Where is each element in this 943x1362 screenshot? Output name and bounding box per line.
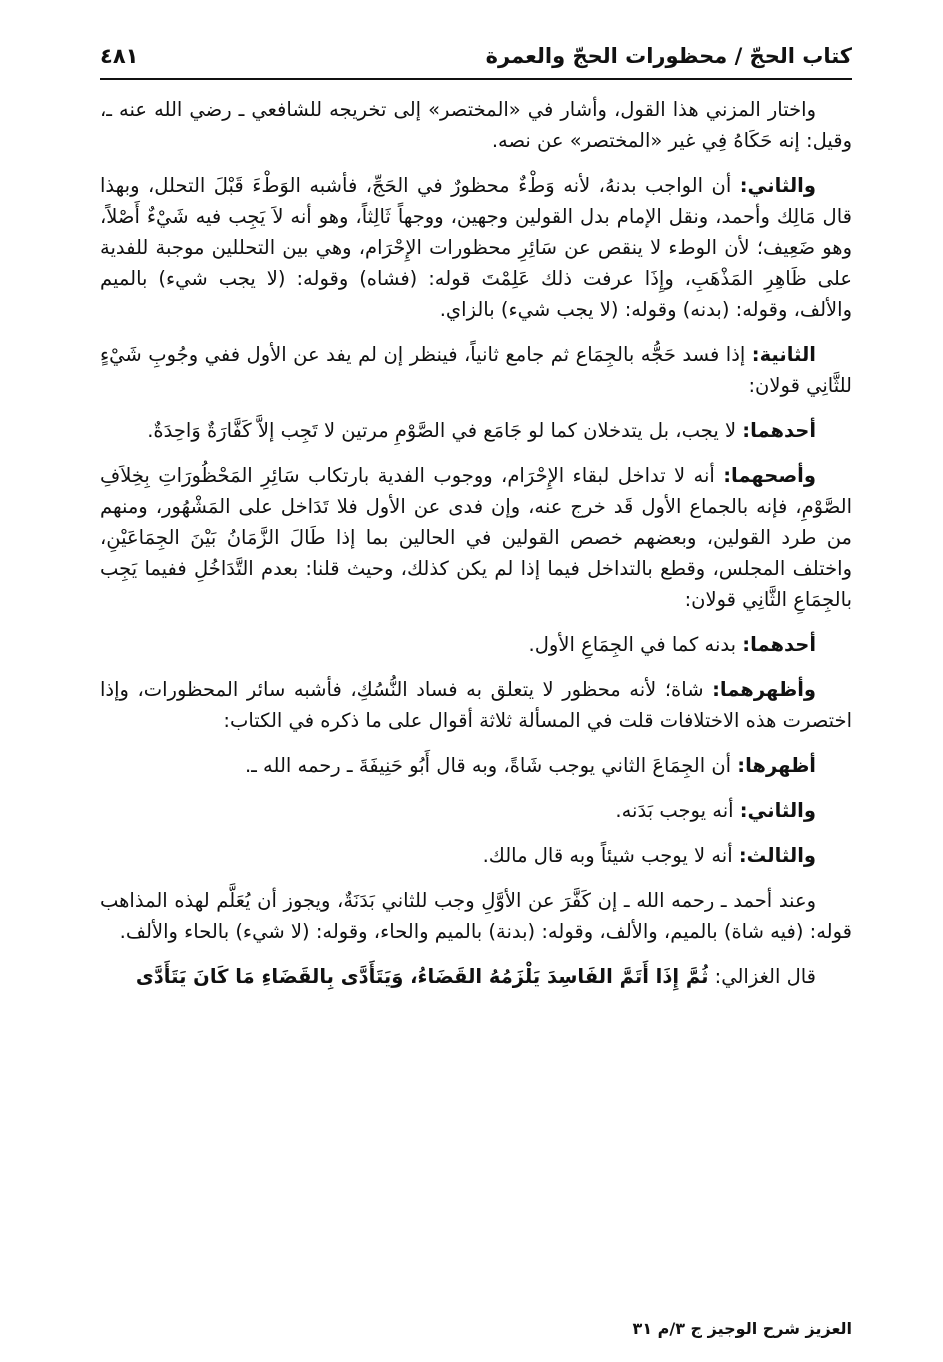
paragraph-lead: قال الغزالي: <box>714 965 816 988</box>
chapter-title: كتاب الحجّ / محظورات الحجّ والعمرة <box>485 44 852 68</box>
paragraph-lead: أحدهما: <box>742 633 816 656</box>
paragraph-12 <box>100 961 852 992</box>
paragraph-2: والثاني: أن الواجب بدنهُ، لأنه وَطْءٌ محظورٌ في الحَجِّ، فأشبه الوَطْءَ قَبْلَ التحلل، وبهذا قال مَالِك وأحمد، ونقل الإمام بدل القولين وجهين، ووجهاً ثَالِثاً، وهو أنه لاَ يَجِب فيه شَيْءٌ أَصْلاً، وهو ضَعِيف؛ لأن الوطء لا ينقص عن سَائِرِ محظورات الإِحْرَام، وهي بين التحللين موجبة للفدية على ظَاهِرِ المَذْهَبِ، وإِذَا عرفت ذلك عَلِمْتَ قوله: (فشاه) وقوله: (لا يجب شيء) بالميم والألف، وقوله: (بدنه) وقوله: (لا يجب شيء) بالزاي. <box>100 174 852 321</box>
paragraph-7: وأظهرهما: شاة؛ لأنه محظور لا يتعلق به فساد النُّسُكِ، فأشبه سائر المحظورات، وإذا اختصرت هذه الاختلافات قلت في المسألة ثلاثة أقوال على ما ذكره في الكتاب: <box>100 678 852 732</box>
paragraph-9: والثاني: أنه يوجب بَدَنه. <box>615 799 816 822</box>
paragraph-5: وأصحهما: أنه لا تداخل لبقاء الإِحْرَام، ووجوب الفدية بارتكاب سَائِرِ المَحْظُورَاتِ بِخِلاَفِ الصَّوْمِ، فإنه بالجماع الأول قَد خرج عنه، وإن فدى عن الأول فلا تَدَاخل على المَشْهُور، ومنهم من طرد القولين، وبعضهم خصص القولين في الحالين بما إذا طَالَ الزَّمَانُ بَيْنَ الجِمَاعَيْنِ، واختلف المجلس، وقطع بالتداخل فيما إذا لم يكن كذلك، وحيث قلنا: بعدم التَّدَاخُلِ ففيما يَجِب بالجِمَاعِ الثَّانِي قولان: <box>100 464 852 611</box>
paragraph-lead: والثاني: <box>739 174 816 197</box>
paragraph-lead: والثالث: <box>738 844 816 867</box>
paragraph-lead: أحدهما: <box>742 419 816 442</box>
paragraph-lead: وأظهرهما: <box>712 678 816 701</box>
paragraph-3: الثانية: إذا فسد حَجُّه بالجِمَاع ثم جامع ثانياً، فينظر إن لم يفد عن الأول ففي وجُوبِ شَيْءٍ للثَّانِي قولان: <box>100 343 852 397</box>
paragraph-lead: والثاني: <box>739 799 816 822</box>
page-number: ٤٨١ <box>100 44 139 68</box>
paragraph-6: أحدهما: بدنه كما في الجِمَاعِ الأول. <box>528 633 816 656</box>
paragraph-8: أظهرها: أن الجِمَاعَ الثاني يوجب شَاةً، وبه قال أَبُو حَنِيفَةَ ـ رحمه الله ـ. <box>244 754 816 777</box>
matn-text: ثُمَّ إِذَا أَتَمَّ الفَاسِدَ يَلْزَمُهُ القَضَاءُ، وَيَتَأَدَّى بِالقَضَاءِ مَا كَانَ يَتَأَدَّى <box>135 965 709 988</box>
body-text <box>100 94 852 992</box>
paragraph-lead: الثانية: <box>751 343 816 366</box>
paragraph-lead: أظهرها: <box>737 754 816 777</box>
book-page <box>100 38 852 1338</box>
paragraph-11: وعند أحمد ـ رحمه الله ـ إن كَفَّرَ عن الأوَّلِ وجب للثاني بَدَنَةٌ، ويجوز أن يُعَلَّم لهذه المذاهب قوله: (فيه شاة) بالميم، والألف، وقوله: (بدنة) بالميم والحاء، وقوله: (لا شيء) بالحاء والألف. <box>100 889 852 943</box>
paragraph-4: أحدهما: لا يجب، بل يتدخلان كما لو جَامَع في الصَّوْمِ مرتين لا تَجِب إلاَّ كَفَّارَةٌ وَاحِدَةٌ. <box>147 419 816 442</box>
paragraph-1: واختار المزني هذا القول، وأشار في «المختصر» إلى تخريجه للشافعي ـ رضي الله عنه ـ، وقيل: إنه حَكَاهُ فِي غير «المختصر» عن نصه. <box>100 98 852 152</box>
paragraph-10: والثالث: أنه لا يوجب شيئاً وبه قال مالك. <box>482 844 816 867</box>
running-head <box>100 38 852 80</box>
footer-signature: العزيز شرح الوجيز ج ٣/م ٣١ <box>632 1319 852 1338</box>
paragraph-lead: وأصحهما: <box>723 464 816 487</box>
